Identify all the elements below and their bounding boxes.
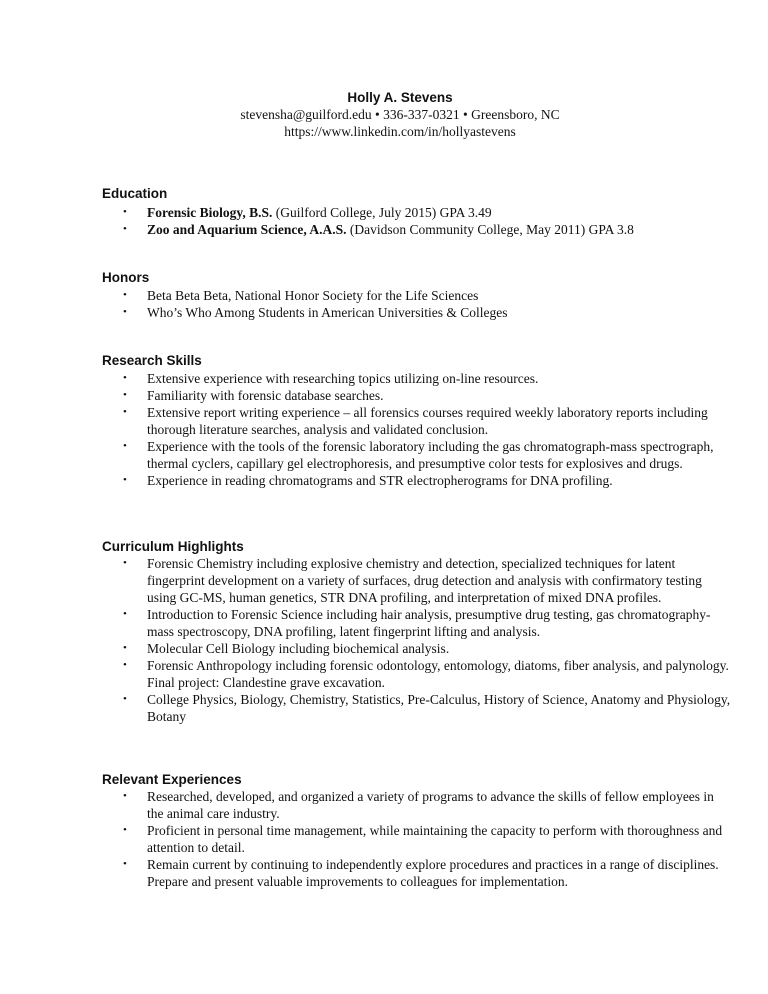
bullet-icon: • [123,474,127,486]
curriculum-section [102,538,732,725]
bullet-icon: • [123,389,127,401]
bullet-icon: • [123,206,127,218]
skill-item [102,370,732,387]
skill-item [102,472,732,489]
experience-text: Researched, developed, and organized a variety of programs to advance the skills of fellow employees in the animal care industry. [147,789,714,821]
bullet-icon: • [123,289,127,301]
honors-section [102,269,732,321]
curriculum-heading: Curriculum Highlights [102,539,244,554]
skill-text: Extensive experience with researching topics utilizing on-line resources. [147,371,539,386]
skill-text: Experience in reading chromatograms and STR electropherograms for DNA profiling. [147,473,613,488]
bullet-icon: • [123,858,127,870]
bullet-icon: • [123,557,127,569]
research-skills-list [102,370,732,489]
experiences-heading: Relevant Experiences [102,772,242,787]
honor-item [102,304,732,321]
curriculum-item [102,657,732,691]
skill-item [102,387,732,404]
curriculum-item [102,640,732,657]
degree-title: Zoo and Aquarium Science, A.A.S. [147,222,347,237]
contact-info: stevensha@guilford.edu • 336-337-0321 • Greensboro, NC [240,107,560,122]
experience-text: Remain current by continuing to independently explore procedures and practices in a range of disciplines. Prepare and present valuable improvements to colleagues for implementation. [147,857,719,889]
degree-title: Forensic Biology, B.S. [147,205,273,220]
resume-header [0,89,768,140]
education-section [102,185,732,238]
experience-item [102,822,732,856]
bullet-icon: • [123,790,127,802]
bullet-icon: • [123,406,127,418]
bullet-icon: • [123,440,127,452]
bullet-icon: • [123,642,127,654]
curriculum-text: Forensic Chemistry including explosive chemistry and detection, specialized techniques for latent fingerprint development on a variety of surfaces, drug detection and analysis with confirmatory testing using GC-MS, human genetics, STR DNA profiling, and interpretation of mixed DNA profiles. [147,556,702,605]
education-item [102,221,732,238]
experiences-section [102,771,732,890]
skill-text: Extensive report writing experience – all forensics courses required weekly laboratory reports including thorough literature searches, analysis and validated conclusion. [147,405,708,437]
linkedin-url: https://www.linkedin.com/in/hollyastevens [284,124,516,139]
bullet-icon: • [123,223,127,235]
candidate-name: Holly A. Stevens [347,90,453,105]
research-skills-section [102,352,732,489]
bullet-icon: • [123,608,127,620]
bullet-icon: • [123,372,127,384]
bullet-icon: • [123,659,127,671]
education-list [102,204,732,238]
skill-item [102,404,732,438]
curriculum-item [102,606,732,640]
education-heading: Education [102,186,168,201]
curriculum-text: College Physics, Biology, Chemistry, Statistics, Pre-Calculus, History of Science, Anatomy and Physiology, Botany [147,692,731,724]
skill-text: Experience with the tools of the forensic laboratory including the gas chromatograph-mass spectrograph, thermal cyclers, capillary gel electrophoresis, and presumptive color tests for explosives and drugs. [147,439,714,471]
experience-item [102,856,732,890]
curriculum-text: Molecular Cell Biology including biochemical analysis. [147,641,450,656]
honors-list [102,287,732,321]
curriculum-text: Introduction to Forensic Science including hair analysis, presumptive drug testing, gas chromatography-mass spectroscopy, DNA profiling, latent fingerprint lifting and analysis. [147,607,711,639]
experience-item [102,788,732,822]
education-item [102,204,732,221]
research-skills-heading: Research Skills [102,353,202,368]
bullet-icon: • [123,824,127,836]
experiences-list [102,788,732,890]
bullet-icon: • [123,693,127,705]
curriculum-item [102,555,732,606]
degree-detail: (Guilford College, July 2015) GPA 3.49 [275,205,492,220]
honor-item [102,287,732,304]
curriculum-item [102,691,732,725]
curriculum-text: Forensic Anthropology including forensic odontology, entomology, diatoms, fiber analysis, and palynology. Final project: Clandestine grave excavation. [147,658,729,690]
bullet-icon: • [123,306,127,318]
skill-item [102,438,732,472]
degree-detail: (Davidson Community College, May 2011) GPA 3.8 [349,222,634,237]
honors-heading: Honors [102,270,150,285]
curriculum-list [102,555,732,725]
honor-text: Beta Beta Beta, National Honor Society for the Life Sciences [147,288,479,303]
experience-text: Proficient in personal time management, while maintaining the capacity to perform with thoroughness and attention to detail. [147,823,723,855]
skill-text: Familiarity with forensic database searches. [147,388,384,403]
honor-text: Who’s Who Among Students in American Universities & Colleges [147,305,508,320]
